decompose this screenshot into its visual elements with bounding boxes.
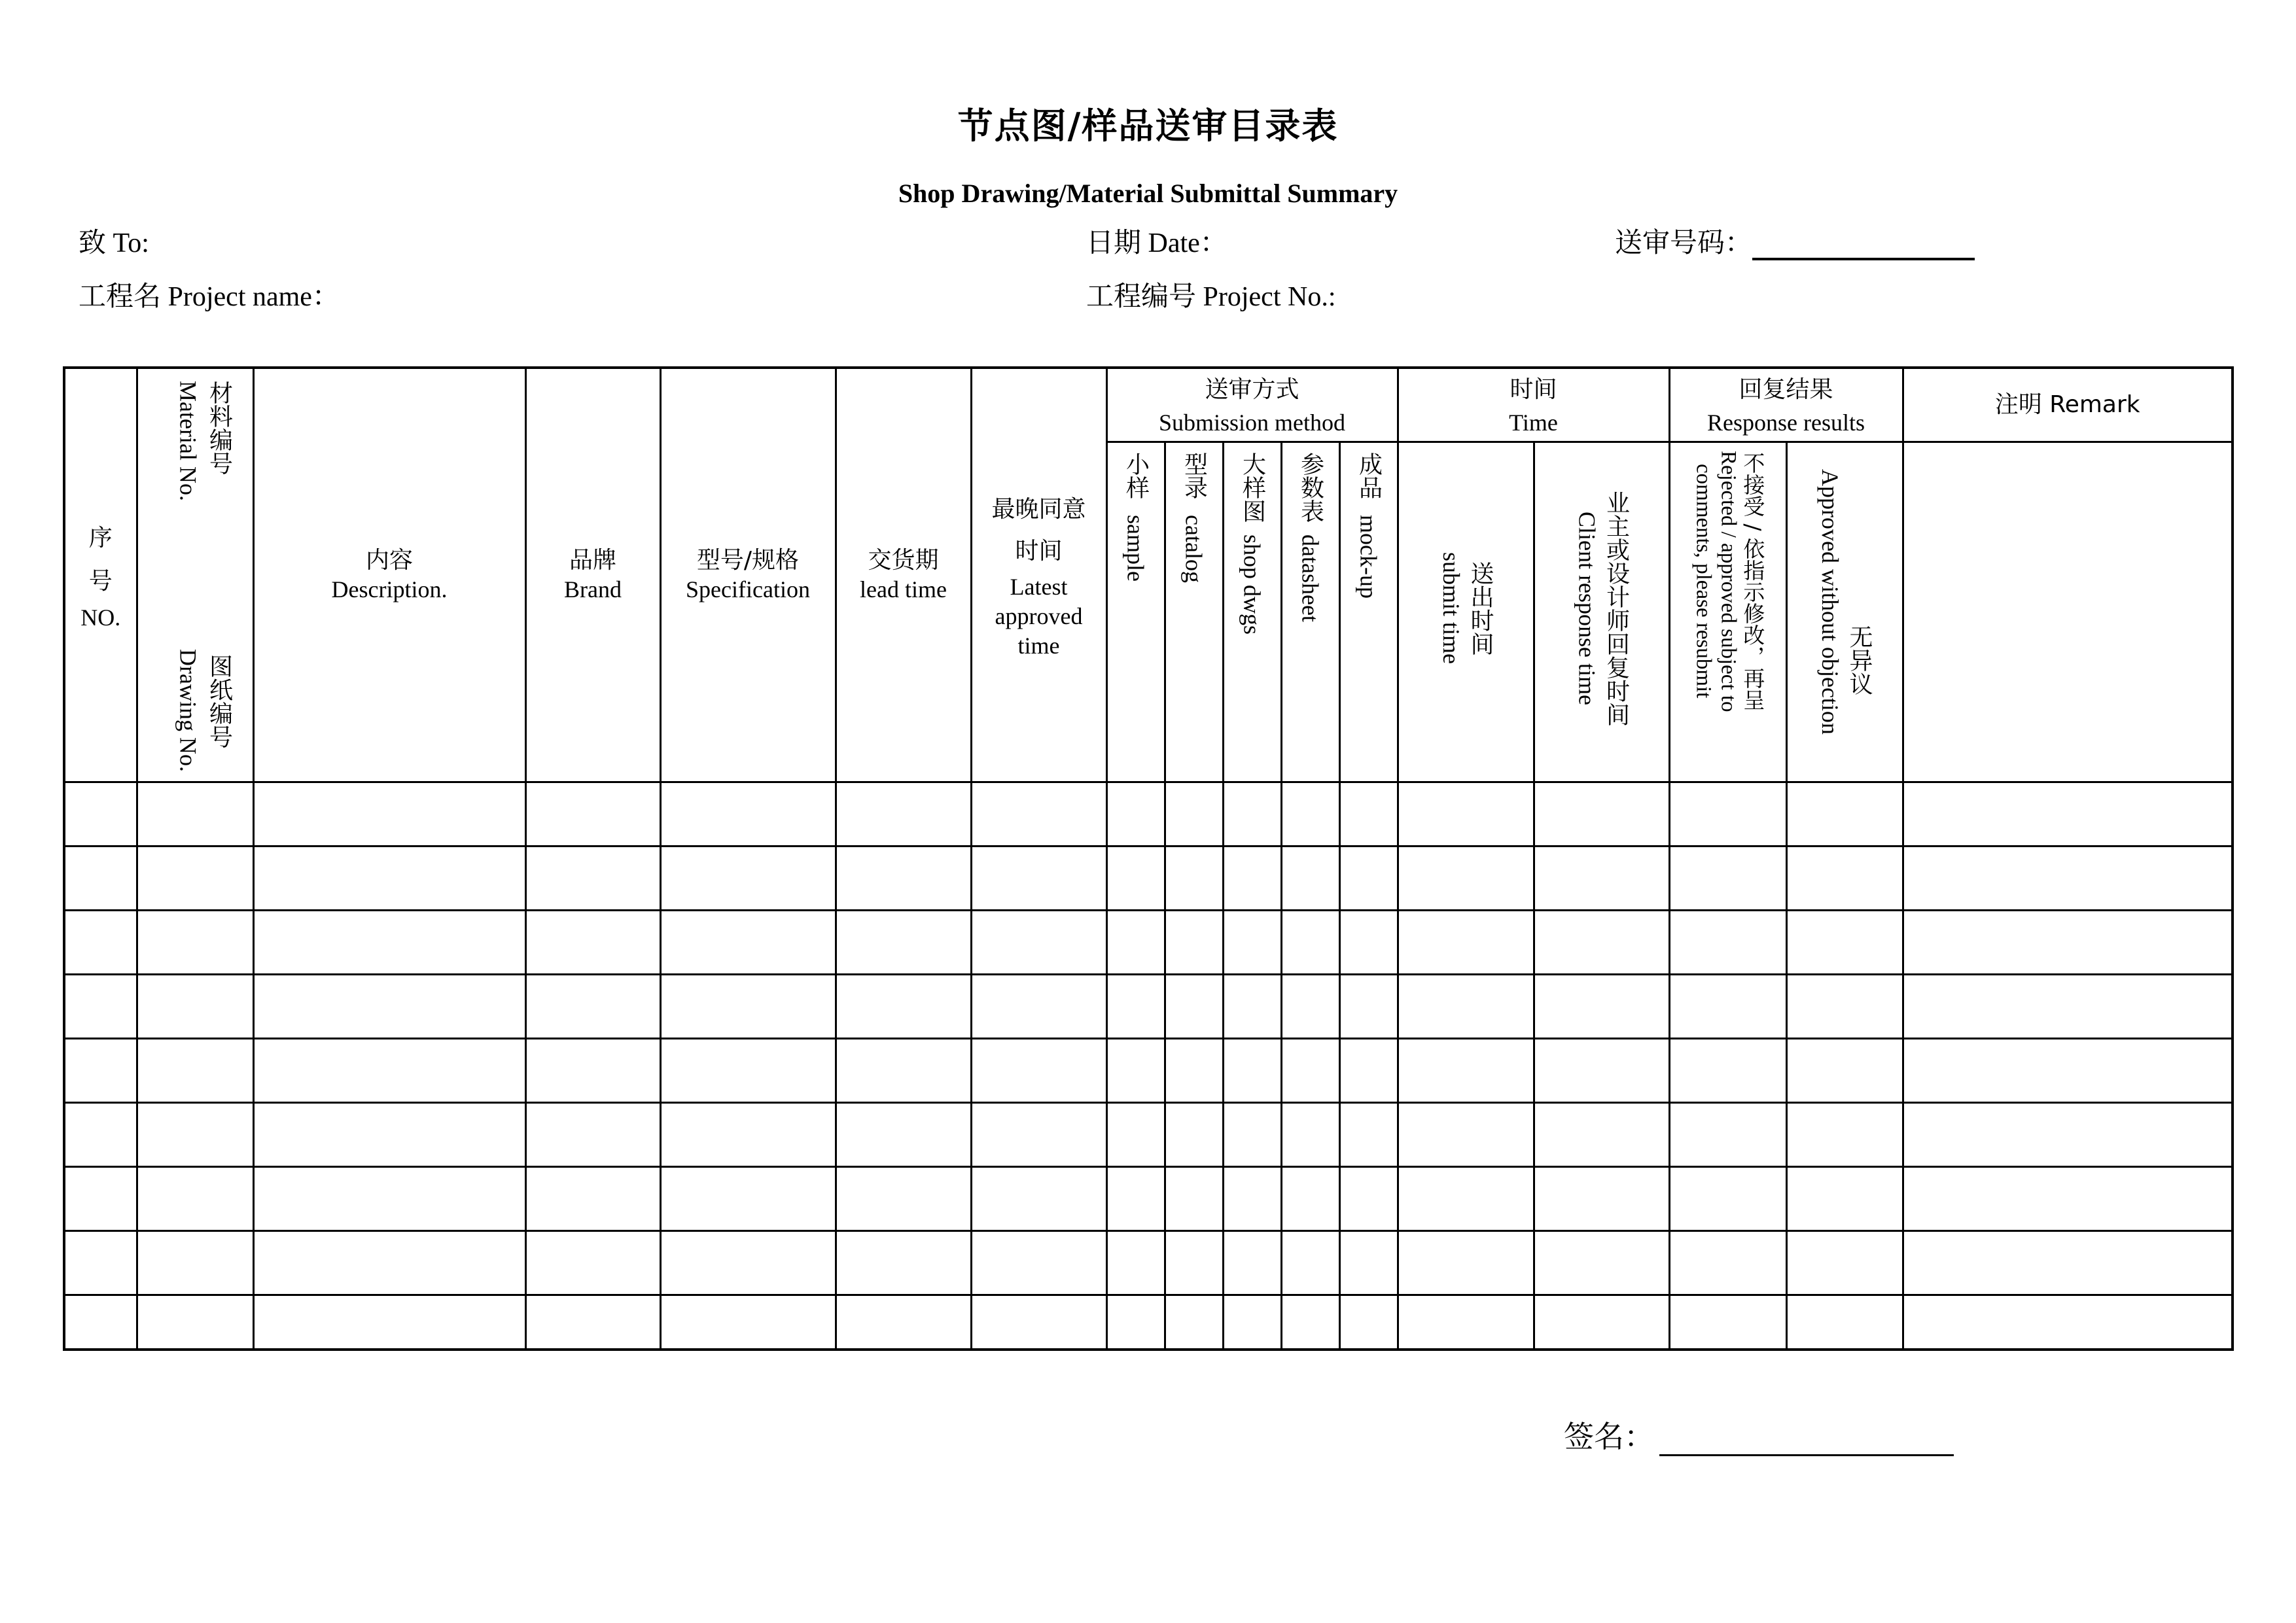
col-datasheet: 参数表datasheet bbox=[1281, 442, 1339, 782]
table-cell[interactable] bbox=[1106, 846, 1165, 910]
table-cell[interactable] bbox=[1339, 1038, 1398, 1102]
table-cell[interactable] bbox=[1106, 1295, 1165, 1350]
col-submit-time: 送出时间 submit time bbox=[1398, 442, 1534, 782]
table-cell[interactable] bbox=[1669, 846, 1786, 910]
table-cell[interactable] bbox=[1534, 1230, 1669, 1295]
table-cell[interactable] bbox=[1398, 910, 1534, 974]
table-cell[interactable] bbox=[1106, 974, 1165, 1038]
table-cell[interactable] bbox=[1223, 1166, 1281, 1230]
table-cell[interactable] bbox=[1165, 846, 1223, 910]
table-cell[interactable] bbox=[971, 910, 1106, 974]
table-cell[interactable] bbox=[1165, 1295, 1223, 1350]
table-cell[interactable] bbox=[253, 1166, 525, 1230]
col-group-submission-method: 送审方式 Submission method bbox=[1106, 368, 1398, 442]
table-cell[interactable] bbox=[1339, 782, 1398, 846]
table-cell[interactable] bbox=[1281, 846, 1339, 910]
table-cell[interactable] bbox=[1223, 974, 1281, 1038]
table-cell[interactable] bbox=[525, 974, 660, 1038]
table-cell[interactable] bbox=[525, 782, 660, 846]
table-cell[interactable] bbox=[1281, 1230, 1339, 1295]
table-cell[interactable] bbox=[836, 1295, 971, 1350]
table-row bbox=[64, 910, 2233, 974]
table-cell[interactable] bbox=[525, 1038, 660, 1102]
table-cell[interactable] bbox=[1786, 1295, 1903, 1350]
table-cell[interactable] bbox=[660, 1166, 836, 1230]
date-field: 日期 Date： bbox=[1086, 226, 1227, 258]
table-cell[interactable] bbox=[64, 1230, 137, 1295]
col-client-response-time: 业主或设计师回复时间 Client response time bbox=[1534, 442, 1669, 782]
table-cell[interactable] bbox=[1398, 974, 1534, 1038]
col-specification: 型号/规格 Specification bbox=[660, 368, 836, 782]
table-cell[interactable] bbox=[137, 1102, 253, 1166]
col-sample: 小样sample bbox=[1106, 442, 1165, 782]
table-cell[interactable] bbox=[1669, 1102, 1786, 1166]
table-cell[interactable] bbox=[660, 782, 836, 846]
table-cell[interactable] bbox=[253, 910, 525, 974]
table-cell[interactable] bbox=[836, 1102, 971, 1166]
table-cell[interactable] bbox=[64, 1166, 137, 1230]
table-cell[interactable] bbox=[660, 974, 836, 1038]
table-cell[interactable] bbox=[660, 1038, 836, 1102]
table-cell[interactable] bbox=[1903, 1038, 2233, 1102]
table-cell[interactable] bbox=[971, 1102, 1106, 1166]
table-cell[interactable] bbox=[1398, 1230, 1534, 1295]
table-cell[interactable] bbox=[836, 1166, 971, 1230]
table-row bbox=[64, 1102, 2233, 1166]
table-cell[interactable] bbox=[1669, 1230, 1786, 1295]
table-cell[interactable] bbox=[1106, 1230, 1165, 1295]
table-cell[interactable] bbox=[1223, 910, 1281, 974]
table-cell[interactable] bbox=[525, 1166, 660, 1230]
table-cell[interactable] bbox=[1165, 974, 1223, 1038]
table-cell[interactable] bbox=[1534, 1038, 1669, 1102]
table-cell[interactable] bbox=[971, 1038, 1106, 1102]
table-cell[interactable] bbox=[1281, 974, 1339, 1038]
table-cell[interactable] bbox=[1106, 1038, 1165, 1102]
table-cell[interactable] bbox=[1165, 1038, 1223, 1102]
table-cell[interactable] bbox=[253, 1038, 525, 1102]
col-latest-approved-time: 最晚同意 时间 Latest approved time bbox=[971, 368, 1106, 782]
table-cell[interactable] bbox=[1669, 974, 1786, 1038]
submittal-number-field: 送审号码： bbox=[1615, 221, 1975, 260]
table-cell[interactable] bbox=[525, 1102, 660, 1166]
table-cell[interactable] bbox=[64, 846, 137, 910]
table-cell[interactable] bbox=[1106, 1166, 1165, 1230]
table-cell[interactable] bbox=[1534, 1102, 1669, 1166]
table-cell[interactable] bbox=[1534, 1166, 1669, 1230]
table-row bbox=[64, 782, 2233, 846]
table-cell[interactable] bbox=[660, 910, 836, 974]
table-cell[interactable] bbox=[1903, 846, 2233, 910]
table-cell[interactable] bbox=[836, 974, 971, 1038]
table-cell[interactable] bbox=[1669, 1038, 1786, 1102]
table-cell[interactable] bbox=[1669, 1295, 1786, 1350]
table-cell[interactable] bbox=[1903, 1230, 2233, 1295]
table-cell[interactable] bbox=[1106, 910, 1165, 974]
table-cell[interactable] bbox=[64, 1295, 137, 1350]
table-row bbox=[64, 846, 2233, 910]
table-cell[interactable] bbox=[1786, 1038, 1903, 1102]
table-cell[interactable] bbox=[1903, 910, 2233, 974]
table-cell[interactable] bbox=[525, 910, 660, 974]
table-cell[interactable] bbox=[1339, 910, 1398, 974]
col-remark-body bbox=[1903, 442, 2233, 782]
table-cell[interactable] bbox=[1339, 1230, 1398, 1295]
table-cell[interactable] bbox=[1339, 974, 1398, 1038]
table-cell[interactable] bbox=[1786, 1102, 1903, 1166]
col-lead-time: 交货期 lead time bbox=[836, 368, 971, 782]
table-cell[interactable] bbox=[1534, 1295, 1669, 1350]
table-cell[interactable] bbox=[253, 1230, 525, 1295]
table-cell[interactable] bbox=[1786, 974, 1903, 1038]
table-cell[interactable] bbox=[1339, 1166, 1398, 1230]
table-cell[interactable] bbox=[971, 782, 1106, 846]
table-cell[interactable] bbox=[253, 782, 525, 846]
col-mock-up: 成品mock-up bbox=[1339, 442, 1398, 782]
table-cell[interactable] bbox=[137, 1295, 253, 1350]
table-cell[interactable] bbox=[1339, 1295, 1398, 1350]
table-cell[interactable] bbox=[1398, 1038, 1534, 1102]
table-cell[interactable] bbox=[64, 910, 137, 974]
table-cell[interactable] bbox=[137, 1166, 253, 1230]
table-cell[interactable] bbox=[836, 910, 971, 974]
page-title-en: Shop Drawing/Material Submittal Summary bbox=[898, 179, 1398, 208]
table-cell[interactable] bbox=[64, 782, 137, 846]
table-cell[interactable] bbox=[971, 846, 1106, 910]
table-cell[interactable] bbox=[1534, 846, 1669, 910]
table-cell[interactable] bbox=[137, 1230, 253, 1295]
table-cell[interactable] bbox=[1903, 1295, 2233, 1350]
table-cell[interactable] bbox=[1534, 974, 1669, 1038]
table-cell[interactable] bbox=[137, 910, 253, 974]
table-cell[interactable] bbox=[971, 1166, 1106, 1230]
table-cell[interactable] bbox=[971, 974, 1106, 1038]
table-cell[interactable] bbox=[1339, 1102, 1398, 1166]
table-row bbox=[64, 1038, 2233, 1102]
table-cell[interactable] bbox=[1398, 782, 1534, 846]
table-cell[interactable] bbox=[253, 1102, 525, 1166]
table-cell[interactable] bbox=[1165, 1166, 1223, 1230]
signature-line[interactable] bbox=[1659, 1428, 1954, 1456]
table-cell[interactable] bbox=[1281, 1295, 1339, 1350]
table-cell[interactable] bbox=[1534, 782, 1669, 846]
col-group-time: 时间 Time bbox=[1398, 368, 1669, 442]
table-cell[interactable] bbox=[64, 974, 137, 1038]
table-cell[interactable] bbox=[1398, 1166, 1534, 1230]
table-cell[interactable] bbox=[660, 1230, 836, 1295]
table-cell[interactable] bbox=[1398, 846, 1534, 910]
table-cell[interactable] bbox=[1903, 782, 2233, 846]
table-cell[interactable] bbox=[1106, 782, 1165, 846]
table-row bbox=[64, 1230, 2233, 1295]
col-catalog: 型录catalog bbox=[1165, 442, 1223, 782]
table-cell[interactable] bbox=[1165, 1230, 1223, 1295]
table-cell[interactable] bbox=[1786, 1166, 1903, 1230]
table-cell[interactable] bbox=[1223, 846, 1281, 910]
col-remark: 注明 Remark bbox=[1903, 368, 2233, 442]
table-cell[interactable] bbox=[1281, 910, 1339, 974]
table-cell[interactable] bbox=[137, 846, 253, 910]
table-cell[interactable] bbox=[1669, 1166, 1786, 1230]
table-cell[interactable] bbox=[64, 1102, 137, 1166]
table-cell[interactable] bbox=[525, 1230, 660, 1295]
table-cell[interactable] bbox=[1903, 1102, 2233, 1166]
col-material-drawing-no: 材料编号 Material No. 图纸编号 Drawing No. bbox=[137, 368, 253, 782]
table-cell[interactable] bbox=[660, 1102, 836, 1166]
table-cell[interactable] bbox=[1534, 910, 1669, 974]
table-cell[interactable] bbox=[1165, 1102, 1223, 1166]
col-no: 序 号 NO. bbox=[64, 368, 137, 782]
table-cell[interactable] bbox=[1165, 910, 1223, 974]
col-group-response-results: 回复结果 Response results bbox=[1669, 368, 1903, 442]
table-cell[interactable] bbox=[1903, 974, 2233, 1038]
table-row bbox=[64, 974, 2233, 1038]
table-cell[interactable] bbox=[1106, 1102, 1165, 1166]
table-cell[interactable] bbox=[1669, 910, 1786, 974]
table-cell[interactable] bbox=[253, 1295, 525, 1350]
table-cell[interactable] bbox=[1281, 782, 1339, 846]
table-cell[interactable] bbox=[253, 846, 525, 910]
table-cell[interactable] bbox=[836, 846, 971, 910]
table-cell[interactable] bbox=[137, 782, 253, 846]
table-cell[interactable] bbox=[1669, 782, 1786, 846]
table-cell[interactable] bbox=[1165, 782, 1223, 846]
table-cell[interactable] bbox=[1339, 846, 1398, 910]
table-cell[interactable] bbox=[1398, 1295, 1534, 1350]
col-shop-dwgs: 大样图shop dwgs bbox=[1223, 442, 1281, 782]
project-number-field: 工程编号 Project No.: bbox=[1086, 280, 1336, 312]
table-cell[interactable] bbox=[1223, 1102, 1281, 1166]
table-cell[interactable] bbox=[660, 1295, 836, 1350]
col-brand: 品牌 Brand bbox=[525, 368, 660, 782]
page-title-cn: 节点图/样品送审目录表 bbox=[957, 105, 1339, 147]
table-cell[interactable] bbox=[1786, 782, 1903, 846]
table-cell[interactable] bbox=[1223, 1230, 1281, 1295]
table-cell[interactable] bbox=[1223, 782, 1281, 846]
table-cell[interactable] bbox=[253, 974, 525, 1038]
table-cell[interactable] bbox=[1281, 1102, 1339, 1166]
table-cell[interactable] bbox=[137, 974, 253, 1038]
table-cell[interactable] bbox=[1281, 1038, 1339, 1102]
table-cell[interactable] bbox=[836, 1038, 971, 1102]
col-description: 内容 Description. bbox=[253, 368, 525, 782]
table-cell[interactable] bbox=[971, 1230, 1106, 1295]
signature-field: 签名： bbox=[1564, 1413, 1954, 1456]
table-cell[interactable] bbox=[1786, 1230, 1903, 1295]
col-rejected: 不接受 / 依指示修改，再呈 Rejected / approved subject to comments, please resubmit bbox=[1669, 442, 1786, 782]
table-cell[interactable] bbox=[1281, 1166, 1339, 1230]
table-cell[interactable] bbox=[1223, 1295, 1281, 1350]
to-field: 致 To: bbox=[79, 226, 149, 258]
submittal-number-line[interactable] bbox=[1752, 233, 1975, 260]
table-row bbox=[64, 1295, 2233, 1350]
table-cell[interactable] bbox=[525, 846, 660, 910]
table-cell[interactable] bbox=[1223, 1038, 1281, 1102]
table-cell[interactable] bbox=[1398, 1102, 1534, 1166]
table-cell[interactable] bbox=[971, 1295, 1106, 1350]
table-cell[interactable] bbox=[1786, 910, 1903, 974]
table-cell[interactable] bbox=[836, 1230, 971, 1295]
table-cell[interactable] bbox=[660, 846, 836, 910]
project-name-field: 工程名 Project name： bbox=[79, 280, 340, 312]
submittal-table bbox=[63, 366, 2234, 1351]
table-cell[interactable] bbox=[836, 782, 971, 846]
table-cell[interactable] bbox=[1903, 1166, 2233, 1230]
table-cell[interactable] bbox=[64, 1038, 137, 1102]
col-approved: 无异议 Approved without objection bbox=[1786, 442, 1903, 782]
table-cell[interactable] bbox=[525, 1295, 660, 1350]
table-cell[interactable] bbox=[137, 1038, 253, 1102]
table-cell[interactable] bbox=[1786, 846, 1903, 910]
table-row bbox=[64, 1166, 2233, 1230]
